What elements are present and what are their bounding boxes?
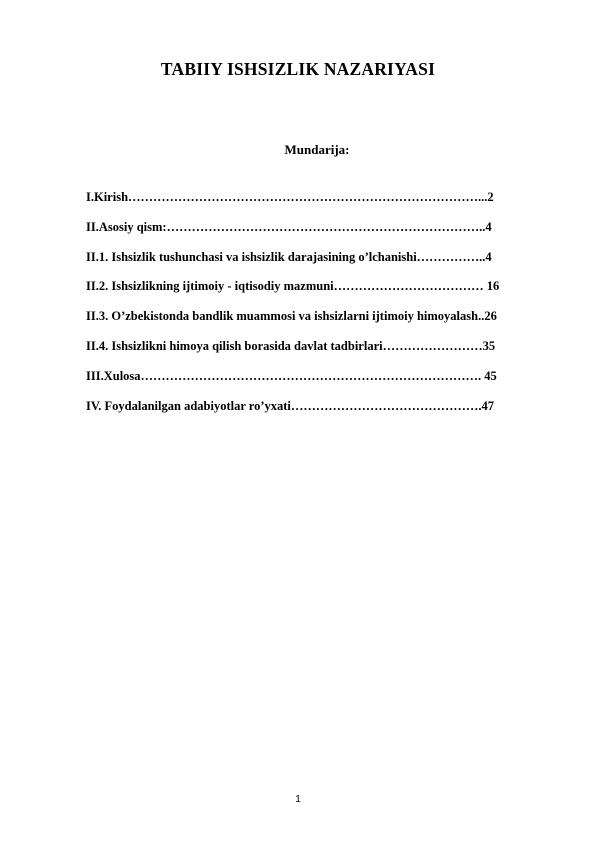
toc-entry-main-part: II.Asosiy qism:…………………………………………………………………..4	[86, 219, 492, 234]
toc-entry-introduction: I.Kirish…………………………………………………………………………...2	[86, 190, 494, 204]
toc-heading: Mundarija:	[284, 142, 350, 157]
toc-entry-section-2-2: II.2. Ishsizlikning ijtimoiy - iqtisodiy mazmuni……………………………… 16	[86, 279, 500, 294]
toc-entry-section-2-1: II.1. Ishsizlik tushunchasi va ishsizlik darajasining o’lchanishi……………..4	[86, 249, 492, 264]
toc-entry-section-2-4: II.4. Ishsizlikni himoya qilish borasida davlat tadbirlari……………………35	[86, 338, 496, 353]
toc-entry-references: IV. Foydalanilgan adabiyotlar ro’yxati……………………………………….47	[86, 398, 495, 413]
toc-entry-conclusion: III.Xulosa………………………………………………………………………. 45	[86, 368, 497, 383]
toc-entry-section-2-3: II.3. O’zbekistonda bandlik muammosi va ishsizlarni ijtimoiy himoyalash..26	[86, 309, 497, 324]
table-of-contents	[86, 187, 556, 425]
page-number: 1	[295, 794, 301, 805]
document-title: TABIIY ISHSIZLIK NAZARIYASI	[160, 59, 436, 79]
